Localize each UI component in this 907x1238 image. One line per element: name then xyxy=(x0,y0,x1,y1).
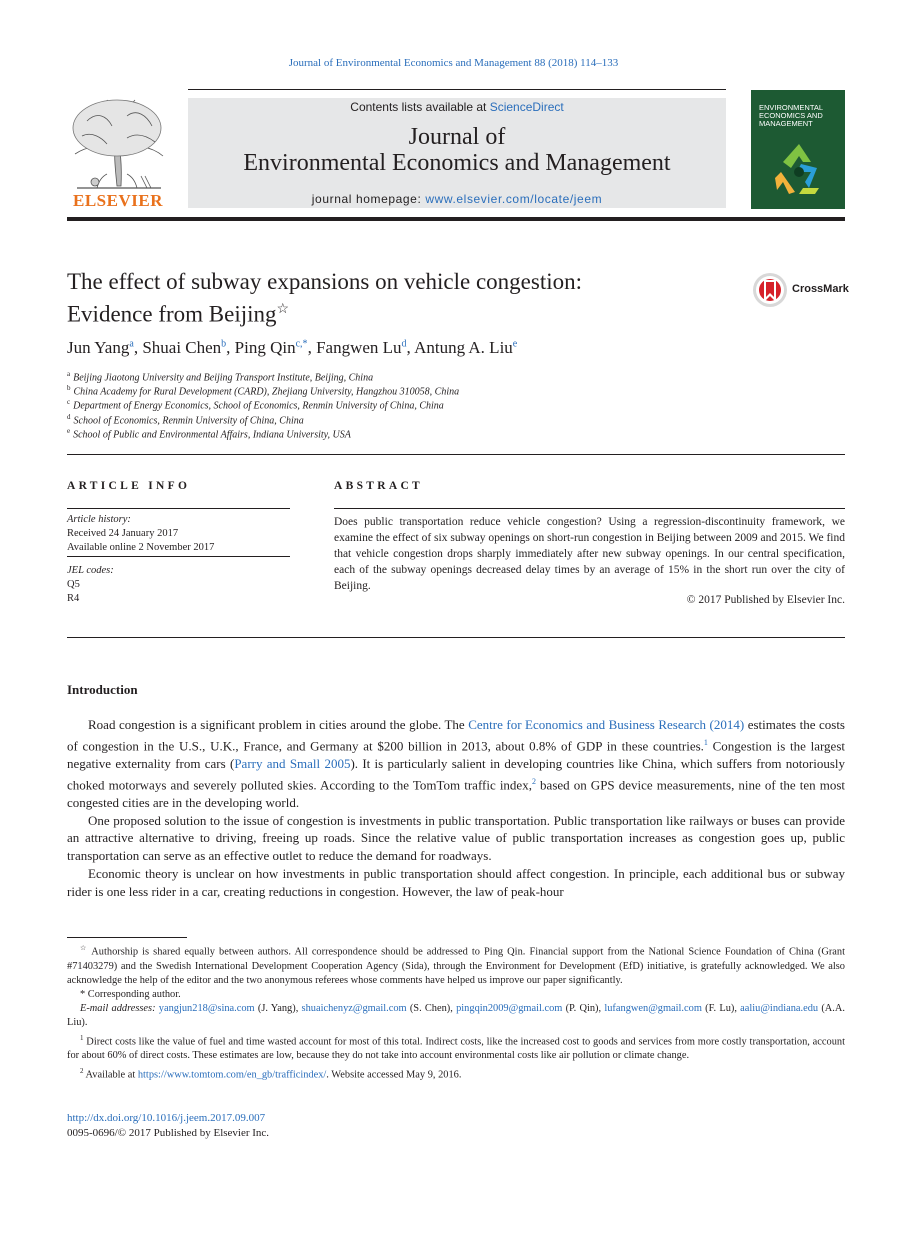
header-rule-top xyxy=(188,89,726,90)
affiliation-e xyxy=(67,427,351,440)
article-title-line2: Evidence from Beijing xyxy=(67,301,277,327)
journal-citation[interactable]: Journal of Environmental Economics and Management 88 (2018) 114–133 xyxy=(288,57,619,69)
affiliation-a xyxy=(67,370,373,383)
abstract-heading: ABSTRACT xyxy=(334,480,424,492)
email-link[interactable]: shuaichenyz@gmail.com xyxy=(301,1003,407,1015)
cebr-citation-link[interactable]: Centre for Economics and Business Research (2014) xyxy=(468,717,745,732)
footnote-1-text: Direct costs like the value of fuel and time wasted account for most of this total. Indirect costs, like the increased cost to goods and services from more costly transportation, account for about 60% of direct costs. These estimates are low, because they do not take into account environmental costs like air pollution or climate change. xyxy=(67,1036,845,1062)
affiliation-marker: d xyxy=(67,413,71,421)
intro-paragraph-3: Economic theory is unclear on how investments in public transportation should affect congestion. In principle, each additional bus or subway rider is one less rider in a car, creating reductions in congestion. However, the law of peak-hour xyxy=(67,866,845,899)
author-affiliation-marker[interactable]: a xyxy=(129,338,134,350)
affiliation-marker: e xyxy=(67,427,71,435)
affiliation-text: China Academy for Rural Development (CARD), Zhejiang University, Hangzhou 310058, China xyxy=(73,386,460,398)
footnote-2-prefix: Available at xyxy=(83,1069,138,1081)
article-info-rule-2 xyxy=(67,556,290,557)
author-affiliation-marker[interactable]: c,* xyxy=(295,338,308,350)
tomtom-link[interactable]: https://www.tomtom.com/en_gb/trafficindex/ xyxy=(137,1069,327,1081)
article-info-rule xyxy=(67,508,290,509)
article-title xyxy=(67,268,707,329)
author-ping-qin: Ping Qin xyxy=(234,338,296,357)
email-link[interactable]: lufangwen@gmail.com xyxy=(604,1003,702,1015)
email-link[interactable]: yangjun218@sina.com xyxy=(158,1003,255,1015)
footnote-2-mark: 2 xyxy=(80,1066,84,1075)
affiliation-d xyxy=(67,413,304,426)
footnote-2-suffix: . Website accessed May 9, 2016. xyxy=(326,1069,462,1081)
email-owner: (S. Chen), xyxy=(406,1003,457,1015)
corresponding-author-note: * Corresponding author. xyxy=(80,989,181,1001)
footnote-2 xyxy=(67,1064,845,1083)
contents-available-line xyxy=(188,100,726,114)
abstract-bottom-rule xyxy=(67,637,845,638)
email-owner: (J. Yang), xyxy=(254,1003,302,1015)
body-text-span: Road congestion is a significant problem in cities around the globe. The xyxy=(88,717,469,732)
email-owner: (A.A. Liu). xyxy=(67,1003,846,1029)
affiliation-marker: c xyxy=(67,398,71,406)
affiliation-text: Beijing Jiaotong University and Beijing Transport Institute, Beijing, China xyxy=(73,372,374,384)
available-online-date: Available online 2 November 2017 xyxy=(67,542,215,553)
abstract-rule xyxy=(334,508,845,509)
article-history-label: Article history: xyxy=(67,514,131,525)
email-owner: (F. Lu), xyxy=(701,1003,741,1015)
header-rule-bottom xyxy=(67,217,845,221)
received-date: Received 24 January 2017 xyxy=(67,528,179,539)
email-label: E-mail addresses: xyxy=(80,1003,159,1015)
email-link[interactable]: pingqin2009@gmail.com xyxy=(456,1003,563,1015)
affiliation-text: School of Public and Environmental Affairs, Indiana University, USA xyxy=(73,429,351,441)
affiliation-marker: b xyxy=(67,384,71,392)
footnotes xyxy=(67,941,845,1082)
author-affiliation-marker[interactable]: b xyxy=(221,338,227,350)
email-owner: (P. Qin), xyxy=(562,1003,605,1015)
article-title-line2-wrap xyxy=(67,296,707,329)
abstract-text: Does public transportation reduce vehicle congestion? Using a regression-discontinuity framework, we examine the effect of six subway openings on short-run congestion in Beijing between 2009 and 2015. We find that vehicle congestion drops sharply immediately after new subway openings. In our central specification, each of the subway openings decreased delay times by an average of 15% in the short run over the city of Beijing. xyxy=(334,516,845,592)
crossmark-label[interactable]: CrossMark xyxy=(792,283,849,295)
footnote-1-mark: 1 xyxy=(80,1033,84,1042)
author-affiliation-marker[interactable]: d xyxy=(401,338,407,350)
homepage-link[interactable]: www.elsevier.com/locate/jeem xyxy=(425,192,603,206)
body-text-span: Congestion is the largest negative externality from cars ( xyxy=(67,738,845,771)
footnote-star-text: Authorship is shared equally between authors. All correspondence should be addressed to Ping Qin. Financial support from the National Science Foundation of China (Grant #71403279) and the Swedish International Development Cooperation Agency (Sida), through the Environment for Development (EfD) initiative, is gratefully acknowledged. We also acknowledge the help of the editor and the two anonymous referees whose comments have helped us improve our paper significantly. xyxy=(67,946,846,986)
contents-prefix: Contents lists available at xyxy=(350,100,490,114)
journal-title-line2: Environmental Economics and Management xyxy=(243,150,671,176)
author-antung-liu: Antung A. Liu xyxy=(414,338,513,357)
article-info-heading: ARTICLE INFO xyxy=(67,480,191,492)
footnote-2-link[interactable]: 2 xyxy=(531,776,536,786)
footnote-1 xyxy=(67,1031,845,1064)
homepage-prefix: journal homepage: xyxy=(311,192,426,206)
article-title-line1: The effect of subway expansions on vehicle congestion: xyxy=(67,269,583,294)
footnote-1-link[interactable]: 1 xyxy=(703,737,708,747)
author-affiliation-marker[interactable]: e xyxy=(512,338,518,350)
affiliation-c xyxy=(67,398,444,411)
jel-codes-label: JEL codes: xyxy=(67,565,114,576)
affiliations-rule xyxy=(67,454,845,455)
parry-small-citation-link[interactable]: Parry and Small 2005 xyxy=(234,755,351,771)
author-fangwen-lu: Fangwen Lu xyxy=(316,338,402,357)
sciencedirect-link[interactable]: ScienceDirect xyxy=(489,100,564,114)
body-text-span: estimates the costs of congestion in the U.S., U.K., France, and Germany at $200 billion in 2013, about 0.8% of GDP in these countries. xyxy=(67,717,845,754)
jel-code: R4 xyxy=(67,593,80,604)
recycle-graphic-icon xyxy=(769,138,829,198)
author-jun-yang: Jun Yang xyxy=(67,338,130,357)
body-text-span: based on GPS device measurements, nine of the ten most congested cities are in the developing world. xyxy=(67,777,845,810)
footnote-star xyxy=(67,941,845,988)
intro-paragraph-1 xyxy=(67,716,845,812)
footnote-star-mark: ☆ xyxy=(80,944,88,952)
abstract-copyright: © 2017 Published by Elsevier Inc. xyxy=(686,594,845,606)
affiliation-text: Department of Energy Economics, School of Economics, Renmin University of China, China xyxy=(73,400,444,412)
author-shuai-chen: Shuai Chen xyxy=(142,338,222,357)
doi-link[interactable]: http://dx.doi.org/10.1016/j.jeem.2017.09.007 xyxy=(67,1112,266,1124)
affiliation-b xyxy=(67,384,459,397)
email-link[interactable]: aaliu@indiana.edu xyxy=(740,1003,819,1015)
introduction-body xyxy=(67,716,845,901)
introduction-heading: Introduction xyxy=(67,682,138,697)
affiliation-text: School of Economics, Renmin University of China, China xyxy=(73,415,304,427)
body-text-span: ). It is particularly salient in developing countries like China, which suffers from notoriously choked motorways and severely polluted skies. According to the TomTom traffic index, xyxy=(67,755,845,793)
jel-code: Q5 xyxy=(67,579,80,590)
journal-title-line1: Journal of xyxy=(408,124,506,150)
title-star-footnote-link[interactable]: ☆ xyxy=(276,302,290,317)
author-list: Jun Yang$^a$, Shuai Chen$^b$, Ping Qin$^{c,*}$, Fangwen Lu$^d$, Antung A. Liu$^e$ xyxy=(67,338,518,357)
affiliation-marker: a xyxy=(67,370,71,378)
intro-paragraph-2: One proposed solution to the issue of congestion is investments in public transportation. Public transportation like railways or buses can provide an attractive alternative to driving, freeing up roads. Since the relative value of public transportation increases as congestion goes up, public transportation can serve as an effective outlet to reduce the demand for roadways. xyxy=(67,812,845,864)
footnote-rule xyxy=(67,937,187,938)
journal-homepage-line xyxy=(188,192,726,206)
elsevier-wordmark: ELSEVIER xyxy=(73,191,163,210)
cover-title: ENVIRONMENTAL ECONOMICS AND MANAGEMENT xyxy=(759,103,823,128)
email-addresses xyxy=(67,1002,845,1030)
journal-cover-image[interactable] xyxy=(751,90,845,209)
issn-line: 0095-0696/© 2017 Published by Elsevier Inc. xyxy=(67,1127,270,1139)
